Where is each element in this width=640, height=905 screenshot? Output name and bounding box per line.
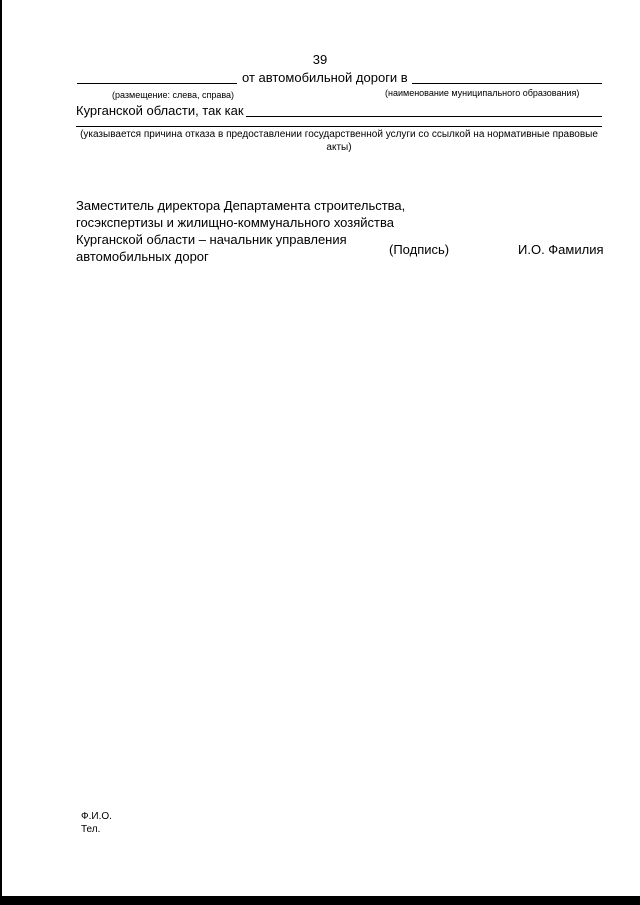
signer-line: Заместитель директора Департамента строительства, [76, 198, 406, 213]
municipality-blank [412, 68, 602, 84]
signer-position [76, 197, 405, 265]
signer-line: госэкспертизы и жилищно-коммунального хозяйства [76, 215, 394, 230]
placement-hint: (размещение: слева, справа) [112, 90, 235, 100]
signature-label: (Подпись) [389, 242, 450, 257]
footer-fio: Ф.И.О. [81, 811, 112, 822]
reason-blank-2 [76, 112, 602, 127]
footer-phone: Тел. [81, 824, 101, 835]
footer [81, 810, 112, 836]
page-number: 39 [312, 52, 328, 67]
line1-text: от автомобильной дороги в [242, 70, 408, 85]
municipality-hint: (наименование муниципального образования) [385, 88, 580, 98]
reason-hint: (указывается причина отказа в предоставлении государственной услуги со ссылкой на нормативные правовые акты) [80, 129, 598, 153]
placement-blank [77, 68, 237, 84]
line2-text: Курганской области, так как [76, 103, 244, 118]
scan-bottom-edge [0, 896, 640, 905]
scan-left-edge [0, 0, 2, 905]
signer-name: И.О. Фамилия [518, 242, 604, 257]
signer-line: автомобильных дорог [76, 249, 209, 264]
signer-line: Курганской области – начальник управления [76, 232, 347, 247]
